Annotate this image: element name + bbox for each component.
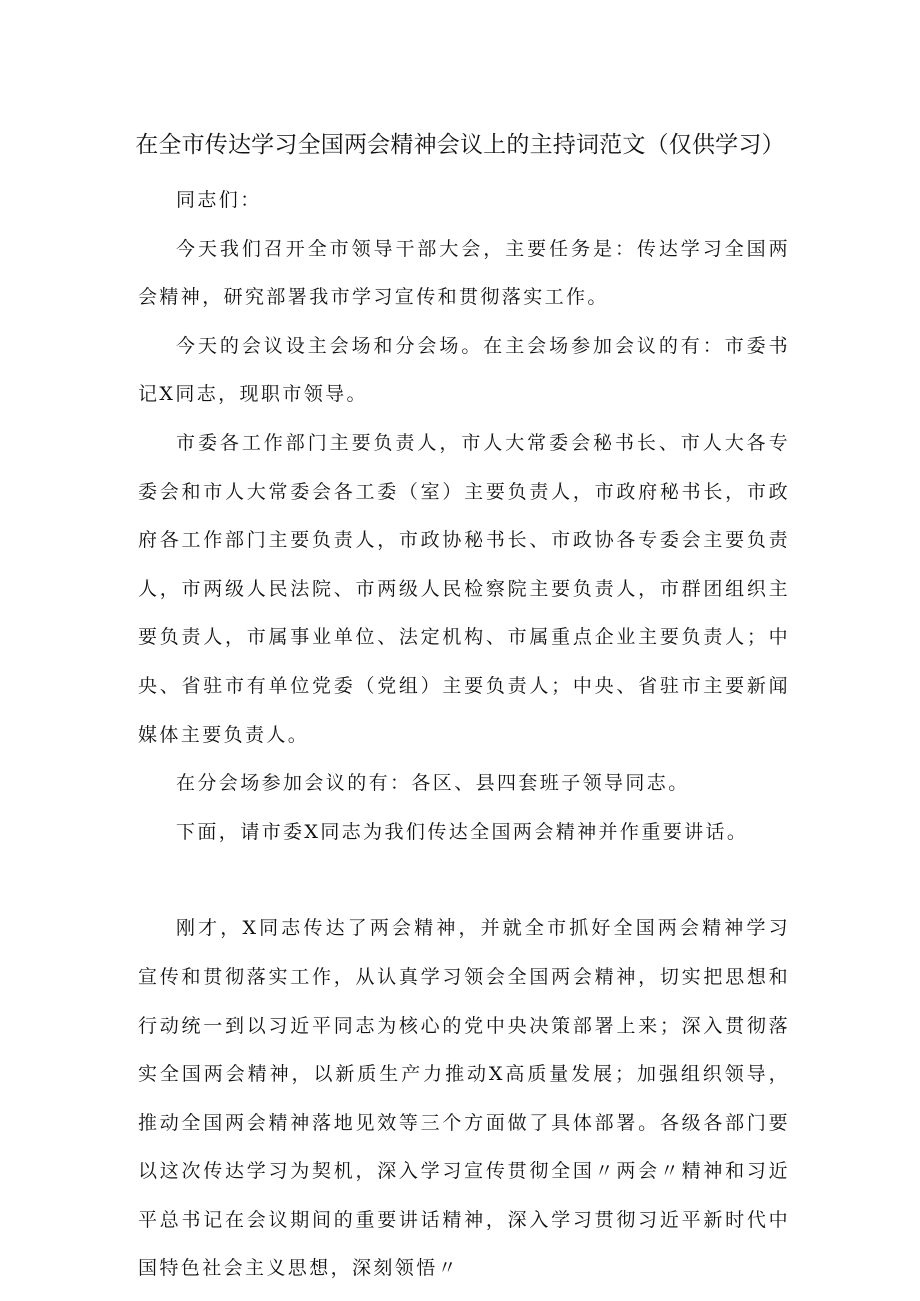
branch-venue-paragraph: 在分会场参加会议的有：各区、县四套班子领导同志。	[176, 772, 690, 795]
speech-invitation-paragraph: 下面，请市委X同志为我们传达全国两会精神并作重要讲话。	[176, 820, 749, 843]
document-title: 在全市传达学习全国两会精神会议上的主持词范文（仅供学习）	[135, 132, 785, 158]
summary-paragraph: 刚才，X同志传达了两会精神，并就全市抓好全国两会精神学习宣传和贯彻落实工作，从认真学习领会全国两会精神，切实把思想和行动统一到以习近平同志为核心的党中央决策部署上来；深入贯彻落实全国两会精神，以新质生产力推动X高质量发展；加强组织领导，推动全国两会精神落地见效等三个方面做了具体部署。各级各部门要以这次传达学习为契机，深入学习宣传贯彻全国〃两会〃精神和习近平总书记在会议期间的重要讲话精神，深入学习贯彻习近平新时代中国特色社会主义思想，深刻领悟〃	[138, 917, 790, 1280]
meeting-purpose-paragraph: 今天我们召开全市领导干部大会，主要任务是：传达学习全国两会精神，研究部署我市学习宣传和贯彻落实工作。	[138, 237, 790, 309]
document-body	[138, 176, 790, 1293]
attendees-paragraph: 市委各工作部门主要负责人，市人大常委会秘书长、市人大各专委会和市人大常委会各工委（室）主要负责人，市政府秘书长，市政府各工作部门主要负责人，市政协秘书长、市政协各专委会主要负责人，市两级人民法院、市两级人民检察院主要负责人，市群团组织主要负责人，市属事业单位、法定机构、市属重点企业主要负责人；中央、省驻市有单位党委（党组）主要负责人；中央、省驻市主要新闻媒体主要负责人。	[138, 431, 790, 746]
main-venue-paragraph: 今天的会议设主会场和分会场。在主会场参加会议的有：市委书记X同志，现职市领导。	[138, 334, 790, 406]
section-spacer	[138, 856, 790, 904]
salutation-paragraph: 同志们：	[176, 189, 262, 211]
